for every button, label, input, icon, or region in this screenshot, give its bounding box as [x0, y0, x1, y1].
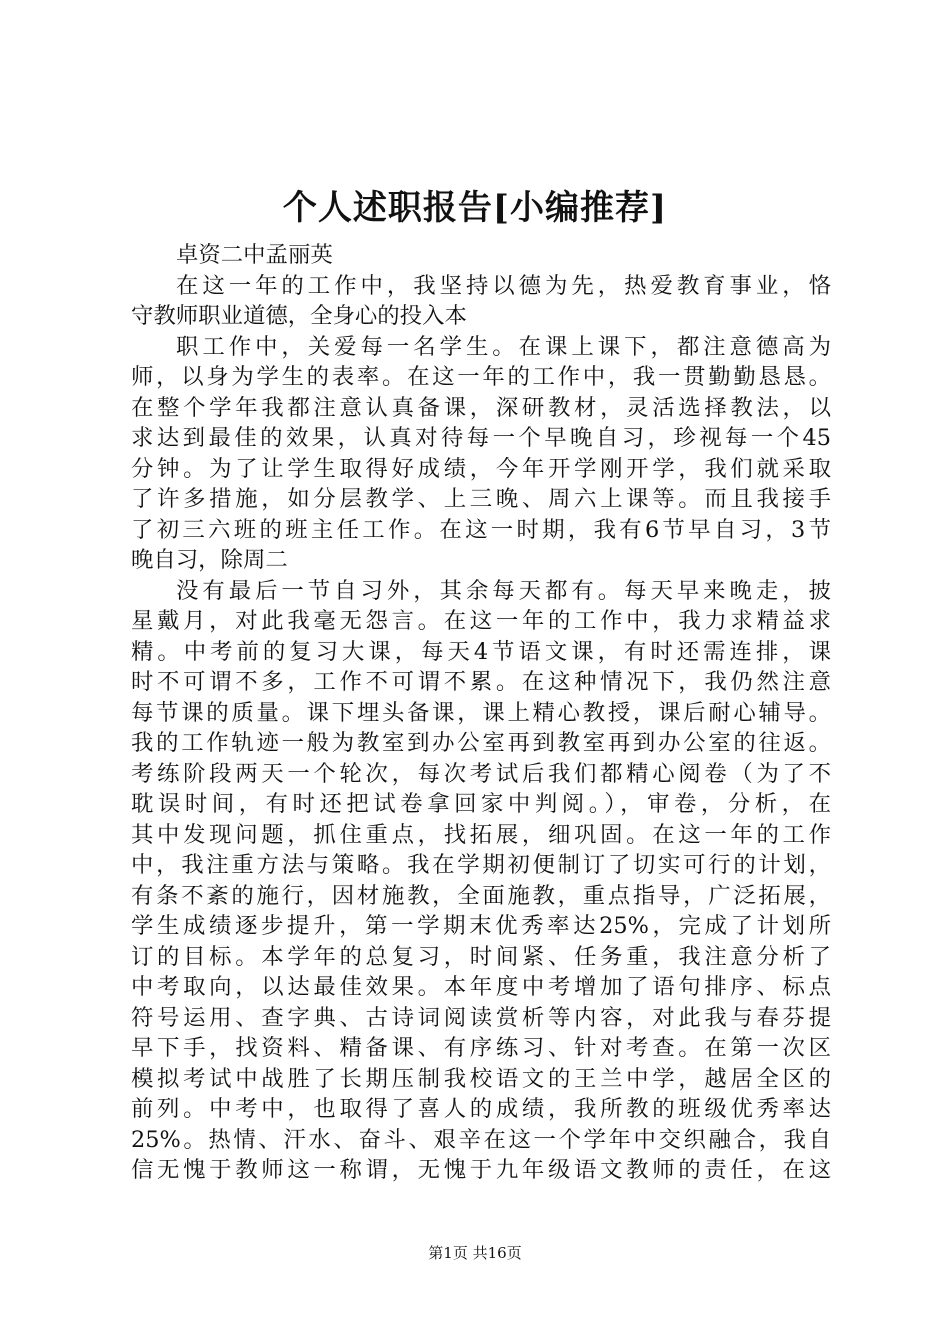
text-line: 前列。中考中，也取得了喜人的成绩，我所教的班级优秀率达 — [131, 1096, 831, 1122]
text-line: 在整个学年我都注意认真备课，深研教材，灵活选择教法，以 — [131, 394, 831, 421]
text-line: 耽误时间，有时还把试卷拿回家中判阅。），审卷，分析，在 — [131, 791, 831, 817]
text-line: 有条不紊的施行，因材施教，全面施教，重点指导，广泛拓展， — [131, 882, 831, 909]
text-line: 求达到最佳的效果，认真对待每一个早晚自习，珍视每一个45 — [131, 425, 831, 451]
text-line: 信无愧于教师这一称谓，无愧于九年级语文教师的责任，在这 — [131, 1157, 831, 1183]
text-line: 师，以身为学生的表率。在这一年的工作中，我一贯勤勤恳恳。 — [131, 364, 831, 390]
author-line: 卓资二中孟丽英 — [176, 242, 333, 268]
text-line: 考练阶段两天一个轮次，每次考试后我们都精心阅卷（为了不 — [131, 760, 831, 787]
text-line: 学生成绩逐步提升，第一学期末优秀率达25%，完成了计划所 — [131, 913, 831, 939]
text-line: 晚自习，除周二 — [131, 547, 288, 573]
text-line: 中考取向，以达最佳效果。本年度中考增加了语句排序、标点 — [131, 974, 831, 1000]
page-number-footer: 第1页 共16页 — [428, 1244, 522, 1262]
text-line: 订的目标。本学年的总复习，时间紧、任务重，我注意分析了 — [131, 943, 831, 970]
text-line: 分钟。为了让学生取得好成绩，今年开学刚开学，我们就采取 — [131, 455, 831, 482]
text-line: 了许多措施，如分层教学、上三晚、周六上课等。而且我接手 — [131, 486, 831, 512]
text-line: 精。中考前的复习大课，每天4节语文课，有时还需连排，课 — [131, 638, 831, 665]
text-line: 星戴月，对此我毫无怨言。在这一年的工作中，我力求精益求 — [131, 608, 831, 634]
text-line: 没有最后一节自习外，其余每天都有。每天早来晚走，披 — [176, 577, 831, 604]
text-line: 其中发现问题，抓住重点，找拓展，细巩固。在这一年的工作 — [131, 821, 831, 848]
text-line: 了初三六班的班主任工作。在这一时期，我有6节早自习，3节 — [131, 516, 831, 543]
text-line: 模拟考试中战胜了长期压制我校语文的王兰中学，越居全区的 — [131, 1065, 831, 1092]
text-line: 职工作中，关爱每一名学生。在课上课下，都注意德高为 — [176, 333, 831, 360]
text-line: 在这一年的工作中，我坚持以德为先，热爱教育事业，恪 — [176, 272, 831, 299]
text-line: 25%。热情、汗水、奋斗、艰辛在这一个学年中交织融合，我自 — [131, 1126, 831, 1153]
document-title: 个人述职报告[小编推荐] — [282, 188, 668, 228]
text-line: 我的工作轨迹一般为教室到办公室再到教室再到办公室的往返。 — [131, 730, 831, 756]
text-line: 每节课的质量。课下埋头备课，课上精心教授，课后耐心辅导。 — [131, 699, 831, 726]
text-line: 中，我注重方法与策略。我在学期初便制订了切实可行的计划， — [131, 852, 831, 878]
text-line: 早下手，找资料、精备课、有序练习、针对考查。在第一次区 — [131, 1035, 831, 1061]
text-line: 符号运用、查字典、古诗词阅读赏析等内容，对此我与春芬提 — [131, 1004, 831, 1031]
text-line: 守教师职业道德，全身心的投入本 — [131, 303, 467, 329]
document-body — [131, 240, 831, 1186]
text-line: 时不可谓不多，工作不可谓不累。在这种情况下，我仍然注意 — [131, 669, 831, 695]
